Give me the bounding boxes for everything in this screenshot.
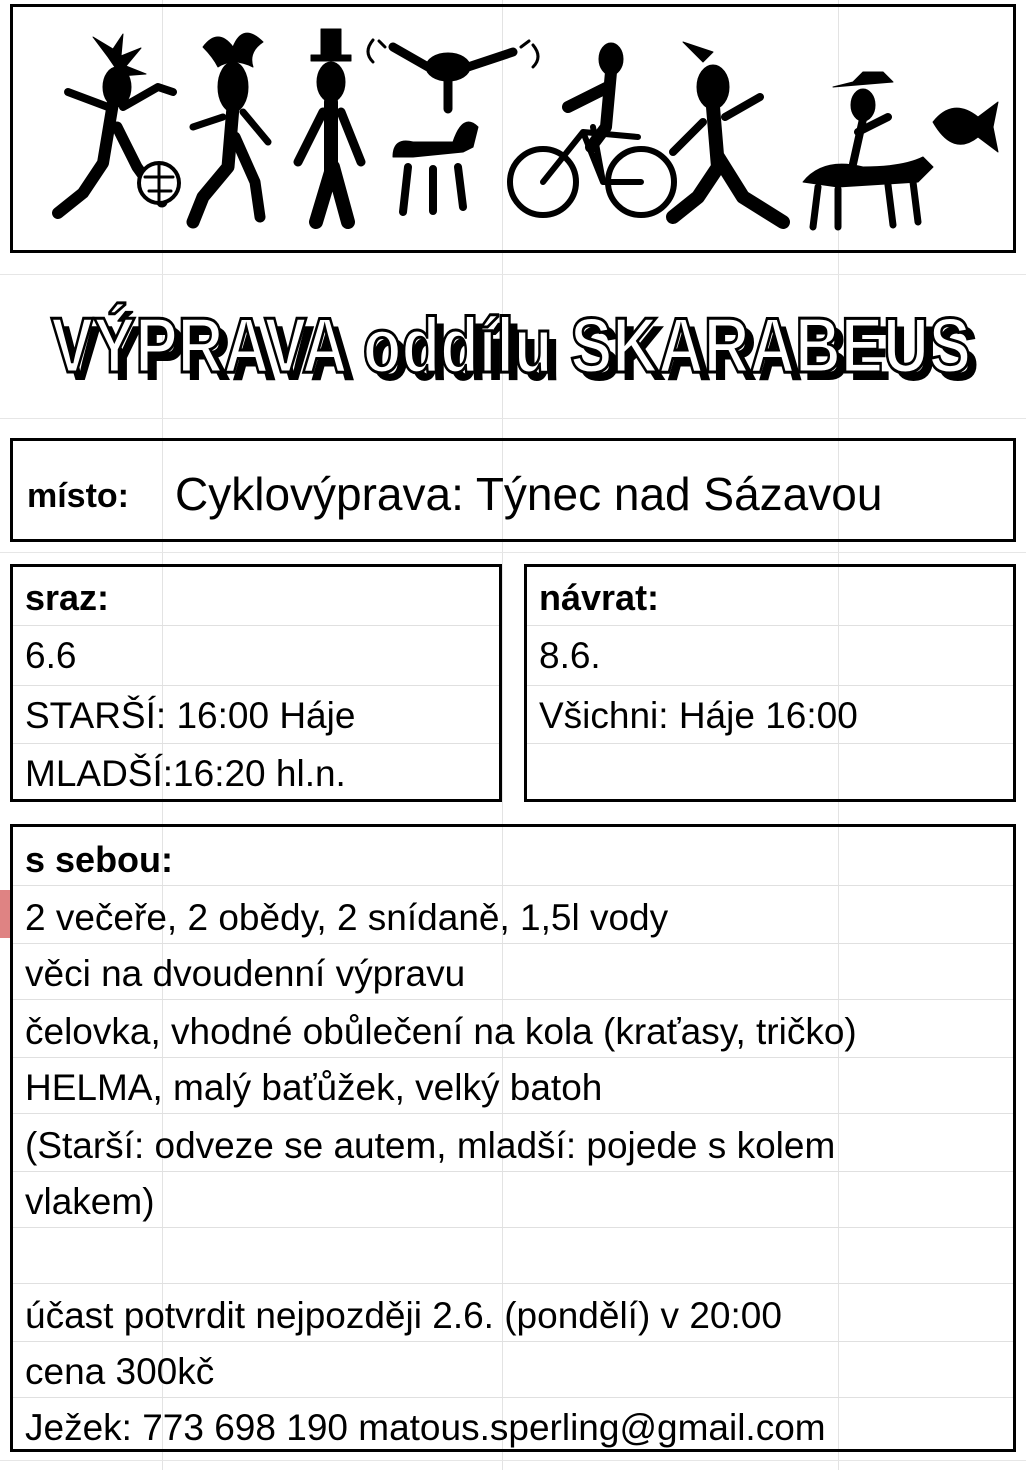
figure-crazy-hair (193, 33, 268, 222)
grid-line (13, 1057, 1013, 1058)
grid-line (13, 1171, 1013, 1172)
return-label: návrat: (539, 577, 660, 618)
meeting-younger: MLADŠÍ:16:20 hl.n. (25, 753, 346, 794)
meeting-label: sraz: (25, 577, 110, 618)
cell-selection-marker (0, 890, 10, 938)
return-place-time: Všichni: Háje 16:00 (539, 695, 858, 736)
grid-line (13, 1227, 1013, 1228)
grid-line (13, 1341, 1013, 1342)
title-text: VÝPRAVA oddílu SKARABEUS (51, 301, 971, 389)
figure-fish (933, 102, 998, 152)
list-item: čelovka, vhodné obůlečení na kola (kraťasy, tričko) (25, 1011, 857, 1052)
grid-line (527, 743, 1013, 744)
place-label: místo: (27, 477, 129, 515)
grid-line (13, 1283, 1013, 1284)
list-item: (Starší: odveze se autem, mladší: pojede s kolem (25, 1125, 836, 1166)
list-item: cena 300kč (25, 1351, 215, 1392)
return-date: 8.6. (539, 635, 601, 676)
list-item: účast potvrdit nejpozději 2.6. (pondělí) v 20:00 (25, 1295, 782, 1336)
grid-line (13, 999, 1013, 1000)
grid-line (13, 885, 1013, 886)
packing-list-label: s sebou: (25, 839, 174, 880)
grid-line (13, 943, 1013, 944)
grid-line (13, 625, 499, 626)
figure-top-hat (298, 29, 361, 222)
header-illustration-box (10, 4, 1016, 253)
dancing-figures-illustration (13, 7, 1013, 250)
list-item: vlakem) (25, 1181, 155, 1222)
meeting-box (10, 564, 502, 802)
grid-line (13, 1113, 1013, 1114)
grid-line (527, 685, 1013, 686)
grid-line (13, 685, 499, 686)
return-box (524, 564, 1016, 802)
list-item: HELMA, malý baťůžek, velký batoh (25, 1067, 603, 1108)
title-shadow: VÝPRAVA oddílu SKARABEUS (59, 309, 979, 397)
figure-hat-donkey (803, 72, 933, 227)
list-item: 2 večeře, 2 obědy, 2 snídaně, 1,5l vody (25, 897, 669, 938)
list-item: Ježek: 773 698 190 matous.sperling@gmail.com (25, 1407, 826, 1448)
place-value: Cyklovýprava: Týnec nad Sázavou (175, 468, 883, 520)
place-box (10, 438, 1016, 542)
figure-cyclist (510, 43, 674, 215)
meeting-date: 6.6 (25, 635, 77, 676)
packing-list-box (10, 824, 1016, 1452)
grid-line (0, 1460, 1026, 1461)
list-item: věci na dvoudenní výpravu (25, 953, 466, 994)
grid-line (0, 274, 1026, 275)
grid-line (527, 625, 1013, 626)
grid-line (0, 418, 1026, 419)
title-graphic (33, 300, 993, 400)
grid-line (13, 1397, 1013, 1398)
meeting-older: STARŠÍ: 16:00 Háje (25, 695, 356, 736)
grid-line (0, 552, 1026, 553)
grid-line (13, 743, 499, 744)
page-title (0, 300, 1026, 400)
figure-ball-kicker (58, 34, 179, 213)
figure-long-nose (673, 42, 783, 222)
